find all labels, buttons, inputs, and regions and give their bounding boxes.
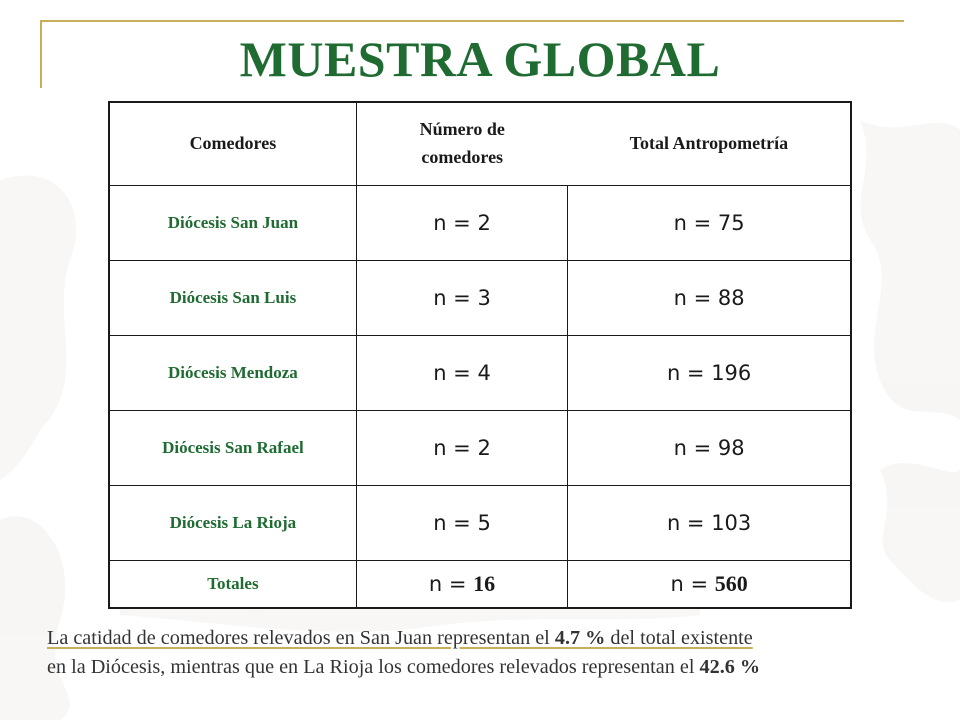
header-numero-comedores bbox=[356, 102, 567, 186]
row-name: Diócesis San Juan bbox=[109, 186, 356, 261]
header-numero-line1: Número de bbox=[419, 119, 505, 140]
footnote-percent-la-rioja: 42.6 % bbox=[699, 656, 761, 678]
totals-label: Totales bbox=[207, 574, 259, 593]
row-total: n = 98 bbox=[568, 411, 851, 486]
row-comedores: n = 5 bbox=[356, 486, 567, 561]
totals-total bbox=[568, 561, 851, 609]
table-row bbox=[109, 486, 851, 561]
table-row bbox=[109, 336, 851, 411]
row-name: Diócesis Mendoza bbox=[109, 336, 356, 411]
row-total: n = 75 bbox=[568, 186, 851, 261]
footnote-text: La catidad de comedores relevados en San Juan representan el bbox=[47, 627, 555, 649]
totals-comedores-value: 16 bbox=[473, 571, 496, 596]
footnote-text: del total existente bbox=[605, 627, 753, 649]
header-total-antropometria: Total Antropometría bbox=[629, 133, 789, 154]
row-total: n = 88 bbox=[568, 261, 851, 336]
header-comedores: Comedores bbox=[189, 133, 277, 154]
totals-comedores-prefix: n = bbox=[428, 572, 474, 596]
page-title: MUESTRA GLOBAL bbox=[239, 31, 721, 87]
row-comedores: n = 2 bbox=[356, 186, 567, 261]
row-comedores: n = 3 bbox=[356, 261, 567, 336]
row-total: n = 103 bbox=[568, 486, 851, 561]
row-total: n = 196 bbox=[568, 336, 851, 411]
table-row bbox=[109, 261, 851, 336]
totals-comedores bbox=[356, 561, 567, 609]
totals-row bbox=[109, 561, 851, 609]
row-name: Diócesis San Luis bbox=[109, 261, 356, 336]
frame-top-line bbox=[40, 20, 904, 22]
table-row bbox=[109, 186, 851, 261]
footnote-percent-san-juan: 4.7 % bbox=[554, 627, 606, 649]
footnote-line-1 bbox=[47, 624, 957, 653]
totals-total-prefix: n = bbox=[670, 572, 715, 596]
table-header-row bbox=[109, 102, 851, 186]
row-comedores: n = 2 bbox=[356, 411, 567, 486]
totals-total-value: 560 bbox=[714, 571, 748, 596]
header-numero-line2: comedores bbox=[421, 147, 504, 167]
table-row bbox=[109, 411, 851, 486]
row-name: Diócesis San Rafael bbox=[109, 411, 356, 486]
row-name: Diócesis La Rioja bbox=[109, 486, 356, 561]
sample-table bbox=[108, 101, 852, 595]
row-comedores: n = 4 bbox=[356, 336, 567, 411]
footnote-line-2 bbox=[47, 653, 957, 682]
footnote bbox=[47, 624, 957, 682]
footnote-text: en la Diócesis, mientras que en La Rioja los comedores relevados representan el bbox=[47, 656, 700, 678]
